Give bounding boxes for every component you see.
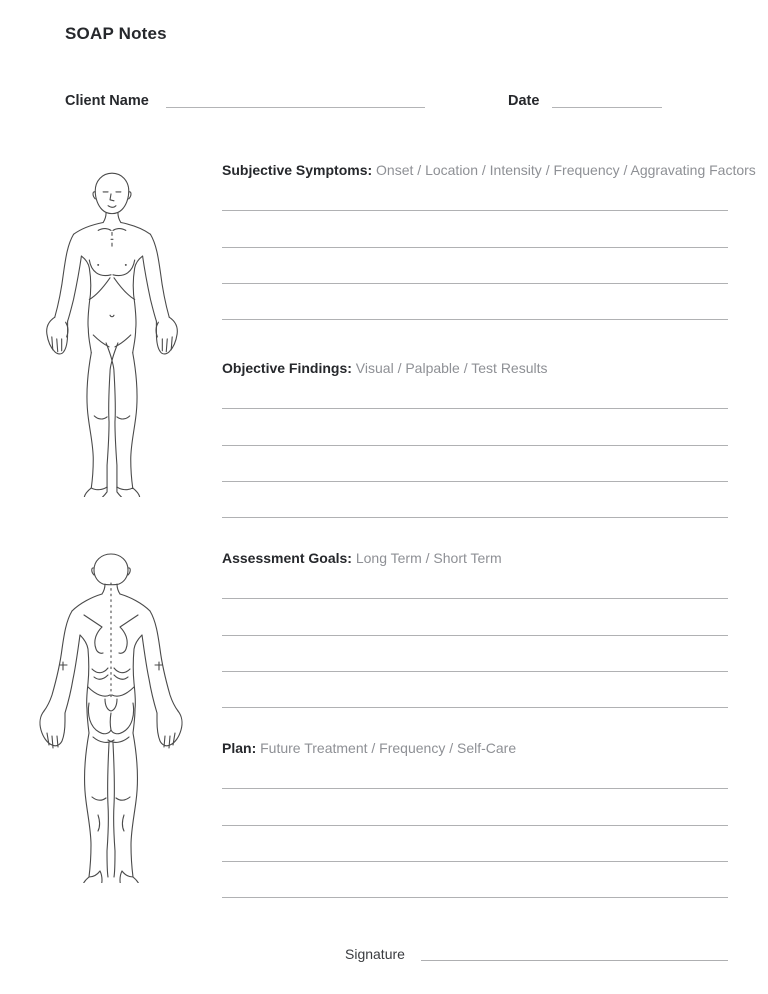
writein-line[interactable] xyxy=(222,210,728,211)
writein-line[interactable] xyxy=(222,897,728,898)
client-name-label: Client Name xyxy=(65,93,149,109)
date-line[interactable] xyxy=(552,107,662,108)
section-plan xyxy=(222,739,728,919)
writein-line[interactable] xyxy=(222,445,728,446)
section-plan-heading xyxy=(222,739,728,757)
writein-line[interactable] xyxy=(222,861,728,862)
anterior-body-diagram xyxy=(38,171,186,497)
front-body-figure-icon xyxy=(38,171,186,497)
signature-label: Signature xyxy=(345,946,405,962)
writein-line[interactable] xyxy=(222,598,728,599)
writein-line[interactable] xyxy=(222,247,728,248)
writein-line[interactable] xyxy=(222,707,728,708)
writein-line[interactable] xyxy=(222,408,728,409)
section-label: Plan: xyxy=(222,740,257,756)
section-hint: Visual / Palpable / Test Results xyxy=(355,360,548,376)
section-label: Objective Findings: xyxy=(222,360,352,376)
section-subjective xyxy=(222,161,756,341)
posterior-body-diagram xyxy=(36,553,186,883)
section-assessment-heading xyxy=(222,549,728,567)
back-body-figure-icon xyxy=(36,553,186,883)
page-title: SOAP Notes xyxy=(65,24,167,43)
section-label: Assessment Goals: xyxy=(222,550,352,566)
writein-line[interactable] xyxy=(222,825,728,826)
writein-line[interactable] xyxy=(222,671,728,672)
section-hint: Onset / Location / Intensity / Frequency / Aggravating Factors xyxy=(376,162,756,178)
section-objective-heading xyxy=(222,359,728,377)
writein-line[interactable] xyxy=(222,319,728,320)
writein-line[interactable] xyxy=(222,788,728,789)
section-hint: Future Treatment / Frequency / Self-Care xyxy=(260,740,517,756)
date-label: Date xyxy=(508,93,540,109)
section-label: Subjective Symptoms: xyxy=(222,162,373,178)
client-name-line[interactable] xyxy=(166,107,425,108)
section-subjective-heading xyxy=(222,161,756,179)
writein-line[interactable] xyxy=(222,635,728,636)
section-hint: Long Term / Short Term xyxy=(355,550,502,566)
writein-line[interactable] xyxy=(222,481,728,482)
section-objective xyxy=(222,359,728,539)
signature-line[interactable] xyxy=(421,960,728,961)
writein-line[interactable] xyxy=(222,517,728,518)
section-assessment xyxy=(222,549,728,729)
writein-line[interactable] xyxy=(222,283,728,284)
